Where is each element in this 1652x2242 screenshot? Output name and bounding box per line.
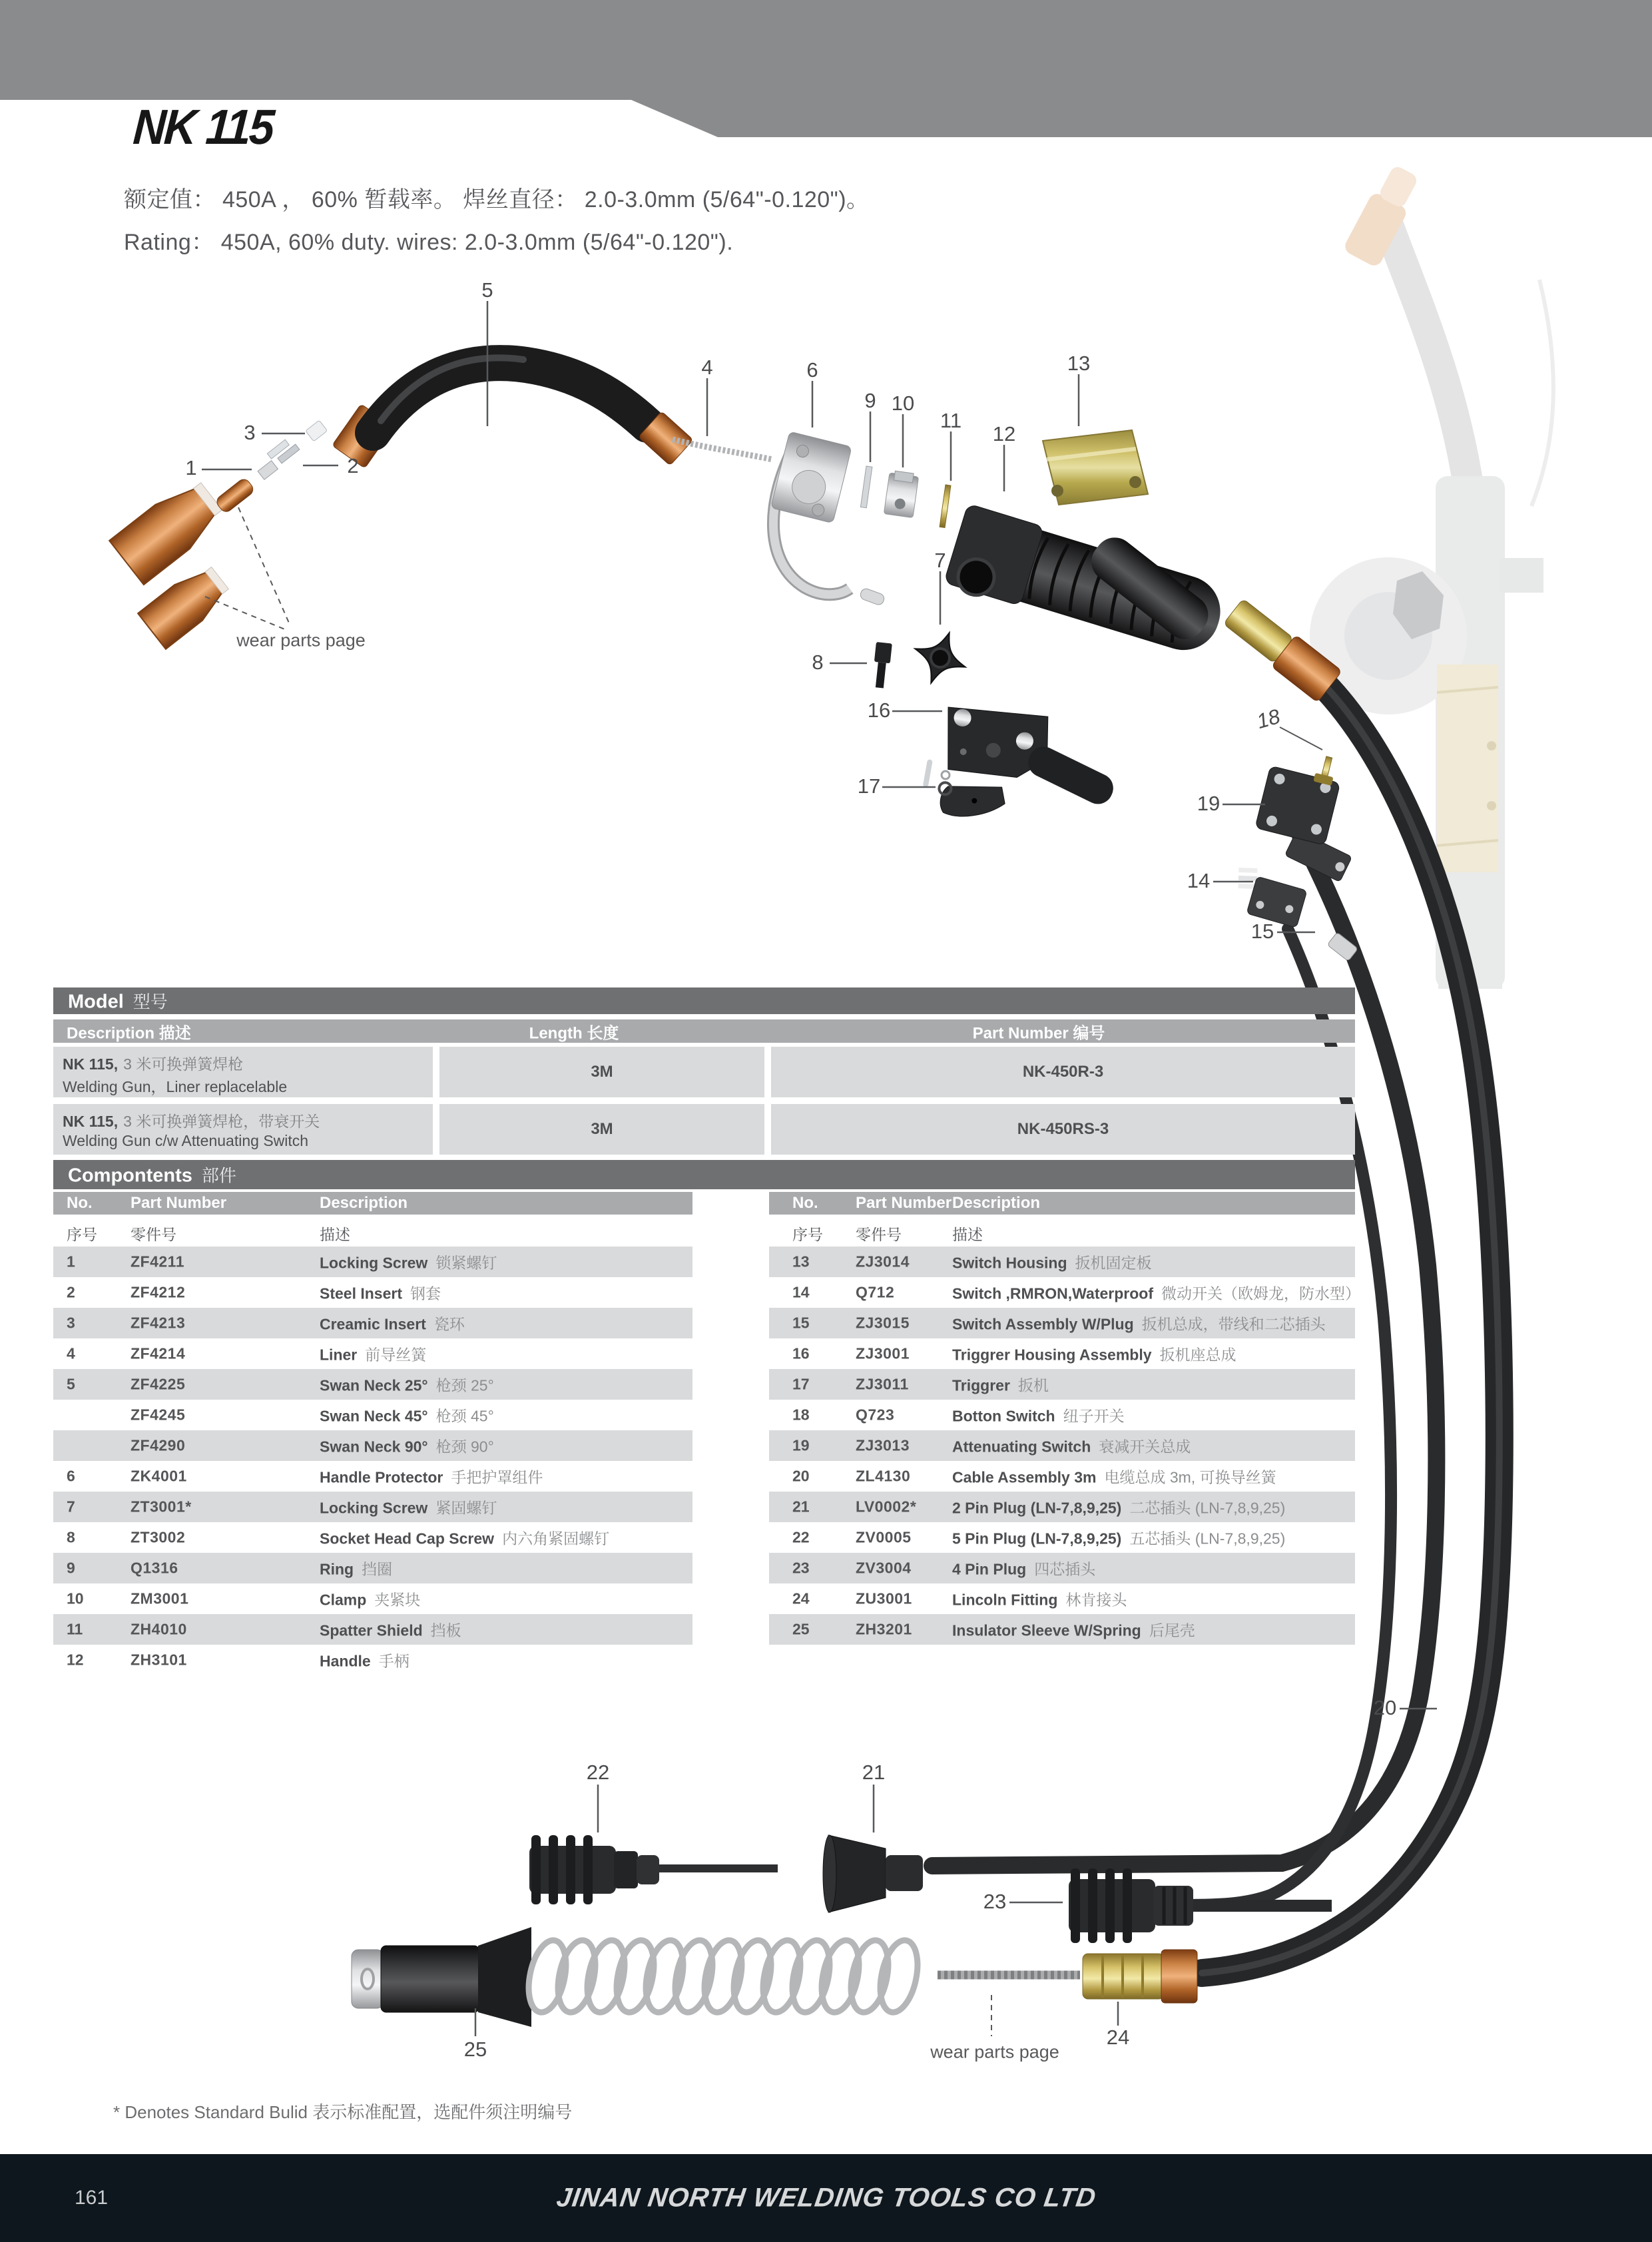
component-description: Socket Head Cap Screw 内六角紧固螺钉 xyxy=(320,1530,610,1547)
component-part-number: ZK4001 xyxy=(131,1467,187,1485)
component-part-number: ZF4212 xyxy=(131,1283,186,1301)
component-description: Handle Protector 手把护罩组件 xyxy=(320,1468,543,1486)
part-label-15: 15 xyxy=(1250,920,1274,943)
component-no: 17 xyxy=(792,1375,810,1393)
component-no: 15 xyxy=(792,1314,810,1332)
part-label-22: 22 xyxy=(586,1761,610,1784)
two-pin-plug-part xyxy=(823,1835,923,1912)
column-no-cn: 序号 xyxy=(792,1226,823,1243)
component-description: Handle 手柄 xyxy=(320,1652,410,1670)
component-part-number: Q712 xyxy=(856,1283,895,1301)
column-no-cn: 序号 xyxy=(67,1226,97,1243)
component-row xyxy=(769,1522,1355,1553)
component-row xyxy=(53,1308,692,1338)
component-part-number: ZV3004 xyxy=(856,1559,912,1577)
component-description: Swan Neck 25° 枪颈 25° xyxy=(320,1376,494,1394)
column-length: Length 长度 xyxy=(529,1024,619,1042)
component-no: 10 xyxy=(67,1589,84,1607)
component-row xyxy=(769,1277,1360,1308)
wear-parts-page-note-bottom: wear parts page xyxy=(930,2042,1059,2062)
gas-nozzle-parts xyxy=(109,420,328,649)
rating-text-cn: 额定值： 450A ， 60% 暂载率。 焊丝直径： 2.0-3.0mm (5/64"-0.120")。 xyxy=(124,187,870,212)
component-row xyxy=(53,1553,692,1583)
component-part-number: ZH4010 xyxy=(131,1620,187,1638)
component-part-number: ZM3001 xyxy=(131,1589,189,1607)
component-description: Liner 前导丝簧 xyxy=(320,1346,427,1364)
components-table-title: Compontents 部件 xyxy=(68,1165,236,1187)
component-row xyxy=(53,1614,692,1645)
component-part-number: LV0002* xyxy=(856,1498,917,1516)
part-label-18: 18 xyxy=(1254,704,1283,734)
component-row xyxy=(769,1430,1355,1461)
part-label-24: 24 xyxy=(1106,2026,1130,2049)
component-row xyxy=(53,1369,692,1400)
component-part-number: ZF4290 xyxy=(131,1436,186,1454)
component-row xyxy=(769,1369,1355,1400)
component-row xyxy=(53,1400,692,1430)
trigger-ring-part xyxy=(942,771,950,779)
component-part-number: ZF4213 xyxy=(131,1314,186,1332)
component-part-number: ZJ3014 xyxy=(856,1253,910,1270)
component-row xyxy=(53,1338,692,1369)
component-no: 19 xyxy=(792,1436,810,1454)
part-label-14: 14 xyxy=(1187,869,1211,892)
component-no: 14 xyxy=(792,1283,810,1301)
components-right-column-header xyxy=(769,1192,1355,1215)
component-row xyxy=(769,1308,1355,1338)
components-left-rows xyxy=(53,1247,692,1675)
footer-bar xyxy=(0,2154,1652,2242)
part-label-16: 16 xyxy=(867,699,891,722)
spatter-shield-pin-part xyxy=(940,485,951,527)
component-row xyxy=(769,1583,1355,1614)
model-table-column-header xyxy=(53,1019,1355,1043)
component-no: 11 xyxy=(67,1620,83,1638)
component-part-number: ZF4211 xyxy=(131,1253,184,1270)
component-part-number: ZF4214 xyxy=(131,1344,186,1362)
component-row xyxy=(53,1645,692,1675)
part-label-3: 3 xyxy=(244,421,256,444)
component-row xyxy=(53,1583,692,1614)
handle-part xyxy=(943,503,1231,666)
component-no: 16 xyxy=(792,1344,810,1362)
component-no: 21 xyxy=(792,1498,810,1516)
column-no: No. xyxy=(792,1194,818,1212)
component-part-number: ZU3001 xyxy=(856,1589,912,1607)
component-no: 25 xyxy=(792,1620,810,1638)
components-left-column-header xyxy=(53,1192,692,1215)
component-description: Insulator Sleeve W/Spring 后尾壳 xyxy=(952,1621,1195,1639)
component-part-number: ZH3101 xyxy=(131,1651,187,1669)
column-desc-cn: 描述 xyxy=(320,1226,350,1243)
handle-protector-part xyxy=(770,431,885,606)
component-part-number: ZH3201 xyxy=(856,1620,912,1638)
insulator-sleeve-spring-part xyxy=(352,1927,1080,2027)
swan-neck-part xyxy=(332,358,693,468)
component-description: Swan Neck 90° 枪颈 90° xyxy=(320,1438,494,1456)
part-label-2: 2 xyxy=(347,454,359,477)
locking-screw-part xyxy=(258,461,278,480)
wear-parts-page-note-top: wear parts page xyxy=(236,630,366,651)
component-part-number: ZJ3011 xyxy=(856,1375,909,1393)
part-label-5: 5 xyxy=(481,278,493,302)
column-description: Description xyxy=(952,1194,1041,1212)
component-description: Locking Screw 锁紧螺钉 xyxy=(320,1254,497,1272)
component-part-number: ZJ3001 xyxy=(856,1344,910,1362)
component-description: Locking Screw 紧固螺钉 xyxy=(320,1499,497,1517)
part-label-9: 9 xyxy=(864,389,876,412)
button-switch-toggle-part xyxy=(1313,754,1338,786)
component-no: 12 xyxy=(67,1651,84,1669)
component-description: Steel Insert 钢套 xyxy=(320,1284,441,1302)
component-part-number: ZF4245 xyxy=(131,1406,186,1424)
component-part-number: Q1316 xyxy=(131,1559,178,1577)
page-title: NK 115 xyxy=(131,99,275,154)
column-part-number: Part Number xyxy=(856,1194,952,1212)
part-label-1: 1 xyxy=(185,456,197,479)
column-desc-cn: 描述 xyxy=(952,1226,983,1243)
component-row xyxy=(53,1277,692,1308)
component-description: Cable Assembly 3m 电缆总成 3m, 可换导丝簧 xyxy=(952,1468,1276,1486)
component-description: Spatter Shield 挡板 xyxy=(320,1621,461,1639)
component-description: Lincoln Fitting 林肯接头 xyxy=(952,1591,1127,1609)
part-label-23: 23 xyxy=(983,1890,1007,1913)
socket-head-cap-screw-part xyxy=(872,642,892,689)
column-part-cn: 零件号 xyxy=(856,1226,902,1243)
clamp-part xyxy=(884,470,919,517)
component-no: 4 xyxy=(67,1344,75,1362)
component-no: 9 xyxy=(67,1559,75,1577)
component-no: 3 xyxy=(67,1314,75,1332)
component-description: Creamic Insert 瓷环 xyxy=(320,1315,465,1333)
model-row-length: 3M xyxy=(439,1047,764,1097)
column-part-cn: 零件号 xyxy=(131,1226,176,1243)
column-no: No. xyxy=(67,1194,93,1212)
company-name: JINAN NORTH WELDING TOOLS CO LTD xyxy=(554,2183,1098,2213)
component-row xyxy=(769,1338,1355,1369)
component-part-number: ZL4130 xyxy=(856,1467,911,1485)
component-no: 24 xyxy=(792,1589,810,1607)
column-description: Description 描述 xyxy=(67,1024,191,1042)
component-description: Attenuating Switch 衰减开关总成 xyxy=(952,1438,1191,1456)
attenuating-switch-part xyxy=(1247,744,1374,884)
component-row xyxy=(769,1492,1355,1522)
component-description: Triggrer Housing Assembly 扳机座总成 xyxy=(952,1346,1237,1364)
component-no: 22 xyxy=(792,1528,810,1546)
component-description: Triggrer 扳机 xyxy=(952,1376,1049,1394)
column-description: Description xyxy=(320,1194,408,1212)
five-pin-plug-part xyxy=(529,1835,778,1904)
component-row xyxy=(53,1522,692,1553)
part-label-7: 7 xyxy=(934,549,946,572)
component-row xyxy=(53,1461,692,1492)
component-row xyxy=(53,1492,692,1522)
component-no: 13 xyxy=(792,1253,810,1270)
component-row xyxy=(53,1247,692,1277)
component-no: 18 xyxy=(792,1406,810,1424)
component-no: 5 xyxy=(67,1375,75,1393)
lincoln-fitting-part xyxy=(1083,1950,1197,2003)
component-part-number: ZJ3013 xyxy=(856,1436,910,1454)
part-label-21: 21 xyxy=(862,1761,886,1784)
model-table-title: Model 型号 xyxy=(68,991,168,1013)
component-description: 5 Pin Plug (LN-7,8,9,25) 五芯插头 (LN-7,8,9,25) xyxy=(952,1530,1286,1547)
component-description: 2 Pin Plug (LN-7,8,9,25) 二芯插头 (LN-7,8,9,25) xyxy=(952,1499,1286,1517)
component-description: Switch Assembly W/Plug 扳机总成，带线和二芯插头 xyxy=(952,1315,1326,1333)
component-row xyxy=(769,1247,1355,1277)
component-row xyxy=(769,1461,1355,1492)
standard-build-footnote: * Denotes Standard Bulid 表示标准配置，选配件须注明编号 xyxy=(113,2102,573,2122)
component-row xyxy=(53,1430,692,1461)
component-description: Ring 挡圈 xyxy=(320,1560,393,1578)
micro-switch-part xyxy=(1227,864,1309,928)
contact-tip-part xyxy=(214,477,256,514)
part-label-10: 10 xyxy=(891,392,915,415)
rating-text-en: Rating： 450A, 60% duty. wires: 2.0-3.0mm (5/64"-0.120"). xyxy=(124,230,734,255)
part-label-12: 12 xyxy=(992,422,1016,445)
part-label-13: 13 xyxy=(1067,352,1091,375)
part-label-19: 19 xyxy=(1197,792,1221,815)
ceramic-insert-part xyxy=(306,420,328,441)
trigger-part xyxy=(936,778,1007,822)
model-row-part-number: NK-450RS-3 xyxy=(771,1104,1355,1155)
component-no: 1 xyxy=(67,1253,75,1270)
switch-housing-part xyxy=(1043,430,1148,505)
component-no: 2 xyxy=(67,1283,75,1301)
component-part-number: ZV0005 xyxy=(856,1528,912,1546)
component-description: Botton Switch 纽子开关 xyxy=(952,1407,1125,1425)
component-row xyxy=(769,1614,1355,1645)
column-part-number: Part Number xyxy=(131,1194,227,1212)
component-no: 23 xyxy=(792,1559,810,1577)
component-row xyxy=(769,1553,1355,1583)
trigger-pin-part xyxy=(923,759,933,788)
component-description: Switch ,RMRON,Waterproof 微动开关（欧姆龙，防水型） xyxy=(952,1284,1360,1302)
component-row xyxy=(769,1400,1355,1430)
components-table-title-bar xyxy=(53,1160,1355,1189)
component-description: Clamp 夹紧块 xyxy=(320,1591,421,1609)
liner-part xyxy=(673,439,772,459)
components-right-rows xyxy=(769,1247,1360,1645)
part-label-25: 25 xyxy=(463,2038,487,2061)
component-part-number: ZJ3015 xyxy=(856,1314,910,1332)
component-no: 20 xyxy=(792,1467,810,1485)
model-row-description: NK 115, 3 米可换弹簧焊枪，带衰开关 Welding Gun c/w Attenuating Switch xyxy=(53,1104,433,1155)
component-description: Switch Housing 扳机固定板 xyxy=(952,1254,1152,1272)
part-label-20: 20 xyxy=(1373,1696,1397,1719)
part-label-4: 4 xyxy=(701,356,713,379)
component-part-number: Q723 xyxy=(856,1406,895,1424)
ring-pin-part xyxy=(860,466,872,508)
part-label-8: 8 xyxy=(812,651,824,674)
component-part-number: ZF4225 xyxy=(131,1375,186,1393)
component-part-number: ZT3002 xyxy=(131,1528,186,1546)
page-number: 161 xyxy=(75,2187,109,2209)
component-part-number: ZT3001* xyxy=(131,1498,192,1516)
component-description: 4 Pin Plug 四芯插头 xyxy=(952,1560,1096,1578)
part-label-11: 11 xyxy=(940,409,962,432)
model-row-description: NK 115, 3 米可换弹簧焊枪 Welding Gun，Liner replacelable xyxy=(53,1047,433,1097)
locking-screw-knob-part xyxy=(906,624,975,693)
component-no: 8 xyxy=(67,1528,75,1546)
component-description: Swan Neck 45° 枪颈 45° xyxy=(320,1407,494,1425)
part-label-17: 17 xyxy=(857,774,881,798)
column-part-number: Part Number 编号 xyxy=(972,1024,1105,1042)
model-row-part-number: NK-450R-3 xyxy=(771,1047,1355,1097)
component-no: 6 xyxy=(67,1467,75,1485)
component-no: 7 xyxy=(67,1498,75,1516)
model-row-length: 3M xyxy=(439,1104,764,1155)
model-table-title-bar xyxy=(53,987,1355,1014)
part-label-6: 6 xyxy=(806,358,818,382)
